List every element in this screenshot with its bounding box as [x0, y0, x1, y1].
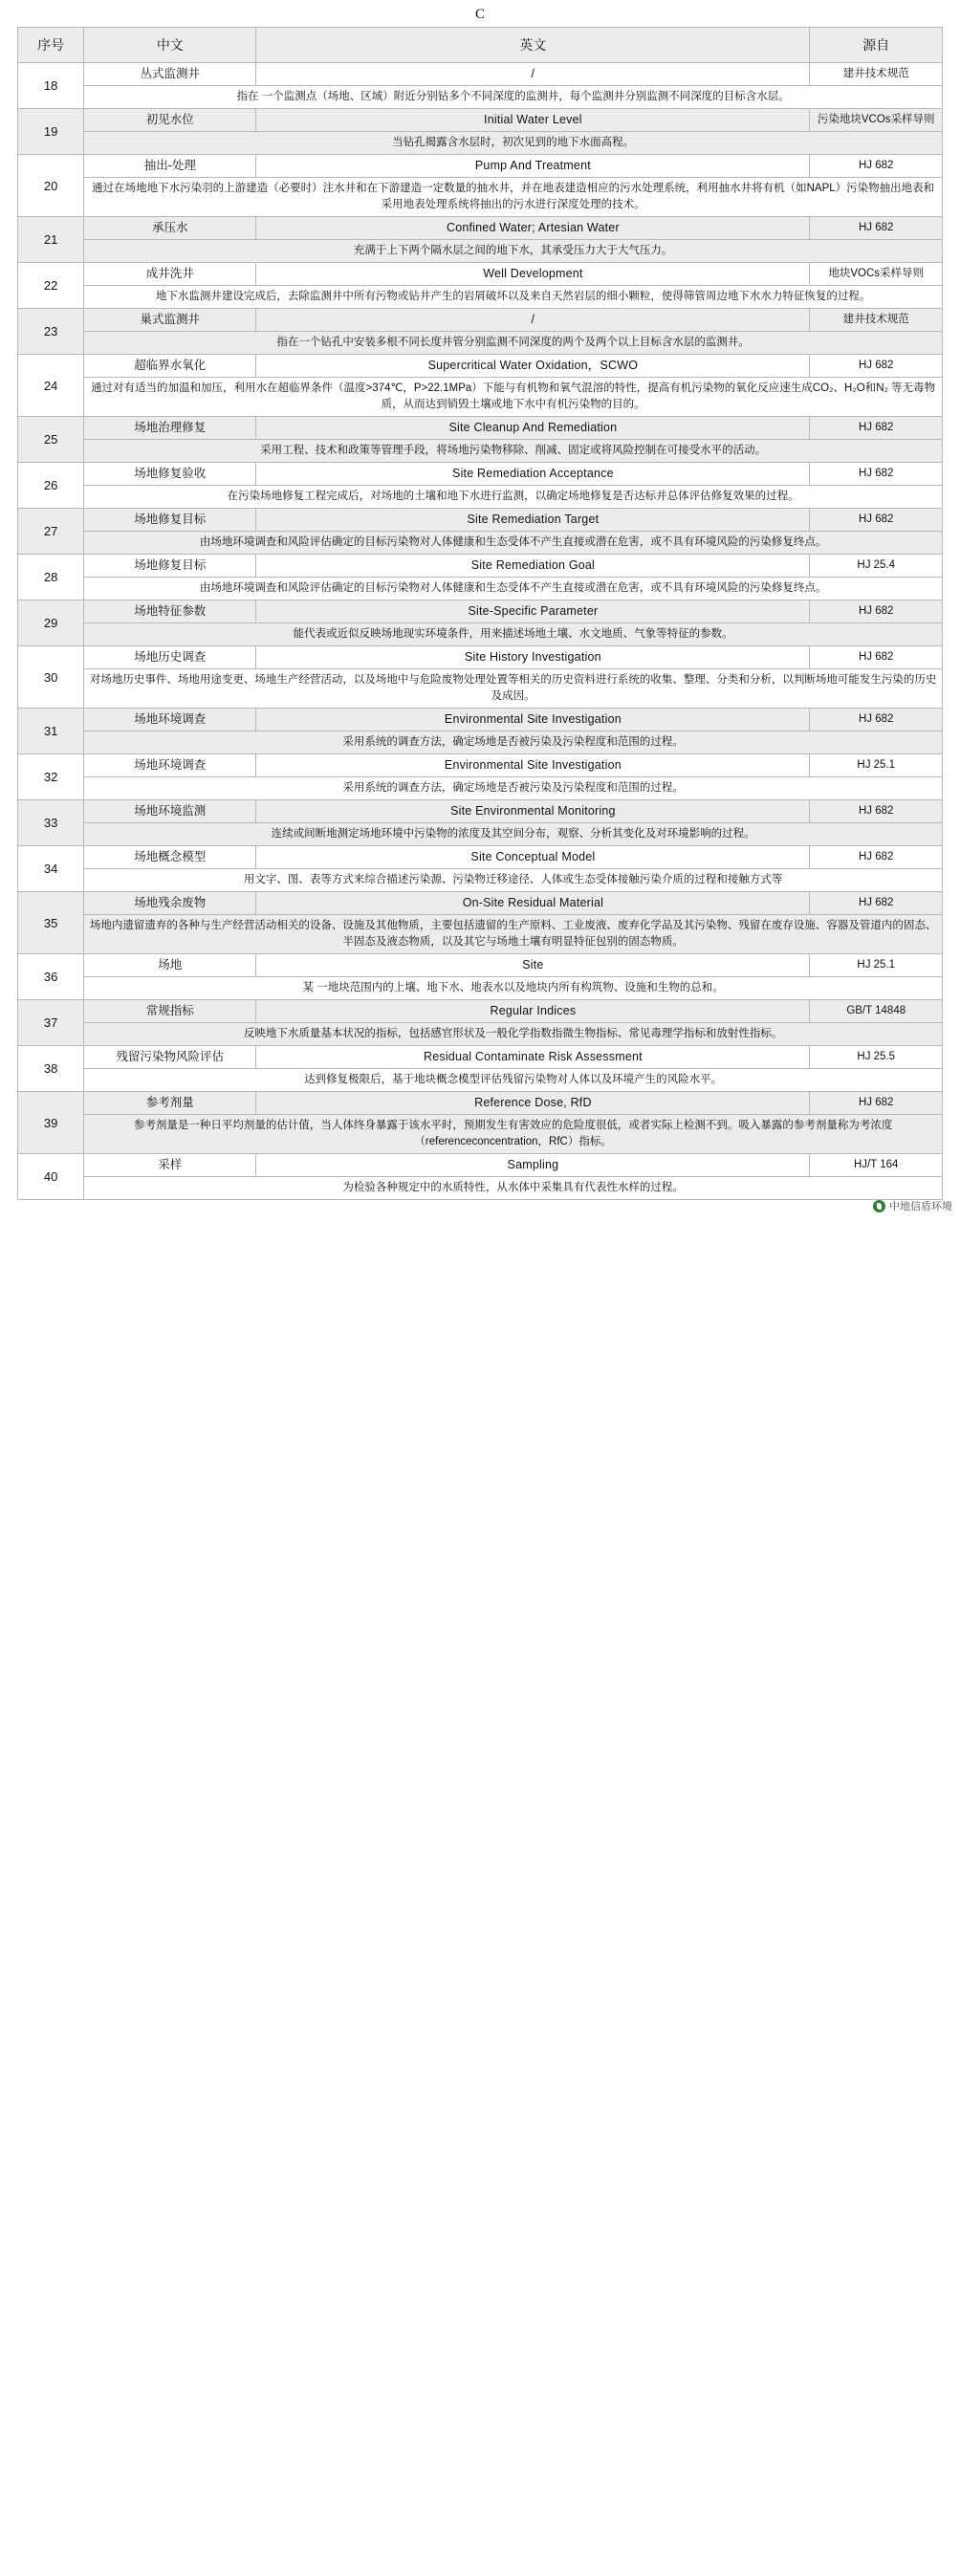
term-source: HJ 682 [810, 463, 943, 486]
table-row [18, 709, 943, 731]
term-definition: 某 一地块范围内的上壤、地下水、地表水以及地块内所有构筑物、设施和生物的总和。 [84, 977, 943, 1000]
table-body [18, 63, 943, 1200]
term-source: HJ 25.1 [810, 954, 943, 977]
term-english: Site Remediation Goal [256, 555, 810, 578]
term-chinese: 场地残余废物 [84, 892, 256, 915]
column-header-index: 序号 [18, 28, 84, 63]
term-definition: 充满于上下两个隔水层之间的地下水，其承受压力大于大气压力。 [84, 240, 943, 263]
table-row [18, 309, 943, 332]
definition-row [18, 1069, 943, 1092]
term-english: Confined Water; Artesian Water [256, 217, 810, 240]
table-row [18, 646, 943, 669]
table-row [18, 217, 943, 240]
term-definition: 为检验各种规定中的水质特性，从水体中采集具有代表性水样的过程。 [84, 1177, 943, 1200]
table-row [18, 954, 943, 977]
term-source: HJ/T 164 [810, 1154, 943, 1177]
term-definition: 由场地环境调查和风险评估确定的目标污染物对人体健康和生态受体不产生直接或潜在危害，或不具有环境风险的污染修复终点。 [84, 532, 943, 555]
term-chinese: 巢式监测井 [84, 309, 256, 332]
glossary-table [17, 27, 943, 1200]
header-row [18, 28, 943, 63]
row-index: 40 [18, 1154, 84, 1200]
table-row [18, 1000, 943, 1023]
term-chinese: 超临界水氧化 [84, 355, 256, 378]
term-english: Reference Dose, RfD [256, 1092, 810, 1115]
table-row [18, 1092, 943, 1115]
term-chinese: 场地 [84, 954, 256, 977]
term-source: HJ 682 [810, 892, 943, 915]
term-english: Site Remediation Target [256, 509, 810, 532]
term-source: HJ 682 [810, 1092, 943, 1115]
term-definition: 参考剂量是一种日平均剂量的估计值，当人体终身暴露于该水平时，预期发生有害效应的危险度很低，或者实际上检测不到。吸入暴露的参考剂量称为考浓度（referenceconcentration，RfC）指标。 [84, 1115, 943, 1154]
table-row [18, 509, 943, 532]
row-index: 35 [18, 892, 84, 954]
term-definition: 在污染场地修复工程完成后，对场地的土壤和地下水进行监测，以确定场地修复是否达标并总体评估修复效果的过程。 [84, 486, 943, 509]
definition-row [18, 486, 943, 509]
row-index: 26 [18, 463, 84, 509]
term-source: HJ 25.1 [810, 754, 943, 777]
row-index: 19 [18, 109, 84, 155]
term-source: HJ 682 [810, 800, 943, 823]
term-chinese: 场地治理修复 [84, 417, 256, 440]
term-definition: 用文字、图、表等方式来综合描述污染源、污染物迁移途径、人体或生态受体接触污染介质的过程和接触方式等 [84, 869, 943, 892]
term-definition: 达到修复极限后，基于地块概念模型评估残留污染物对人体以及环境产生的风险水平。 [84, 1069, 943, 1092]
term-definition: 反映地下水质量基本状况的指标，包括感官形状及一般化学指数指微生物指标、常见毒理学指标和放射性指标。 [84, 1023, 943, 1046]
definition-row [18, 132, 943, 155]
term-chinese: 常规指标 [84, 1000, 256, 1023]
row-index: 32 [18, 754, 84, 800]
term-english: Initial Water Level [256, 109, 810, 132]
term-english: Sampling [256, 1154, 810, 1177]
row-index: 37 [18, 1000, 84, 1046]
term-definition: 当钻孔揭露含水层时，初次见到的地下水面高程。 [84, 132, 943, 155]
row-index: 22 [18, 263, 84, 309]
row-index: 31 [18, 709, 84, 754]
table-row [18, 800, 943, 823]
term-source: HJ 682 [810, 355, 943, 378]
table-row [18, 1154, 943, 1177]
definition-row [18, 378, 943, 417]
row-index: 24 [18, 355, 84, 417]
term-chinese: 场地环境调查 [84, 709, 256, 731]
definition-row [18, 1177, 943, 1200]
column-header-chinese: 中文 [84, 28, 256, 63]
row-index: 39 [18, 1092, 84, 1154]
row-index: 18 [18, 63, 84, 109]
definition-row [18, 915, 943, 954]
watermark [873, 1198, 952, 1213]
definition-row [18, 669, 943, 709]
term-chinese: 丛式监测井 [84, 63, 256, 86]
document-page [0, 0, 960, 1217]
term-english: Site-Specific Parameter [256, 600, 810, 623]
definition-row [18, 440, 943, 463]
table-row [18, 892, 943, 915]
section-letter: C [474, 7, 485, 22]
term-source: HJ 682 [810, 846, 943, 869]
definition-row [18, 178, 943, 217]
term-english: / [256, 63, 810, 86]
row-index: 21 [18, 217, 84, 263]
term-chinese: 场地修复目标 [84, 509, 256, 532]
row-index: 36 [18, 954, 84, 1000]
term-source: 建井技术规范 [810, 63, 943, 86]
term-english: Regular Indices [256, 1000, 810, 1023]
term-source: HJ 682 [810, 417, 943, 440]
term-chinese: 残留污染物风险评估 [84, 1046, 256, 1069]
term-source: HJ 682 [810, 600, 943, 623]
term-english: Residual Contaminate Risk Assessment [256, 1046, 810, 1069]
row-index: 38 [18, 1046, 84, 1092]
term-source: 建井技术规范 [810, 309, 943, 332]
row-index: 29 [18, 600, 84, 646]
term-english: On-Site Residual Material [256, 892, 810, 915]
term-source: 地块VOCs采样导则 [810, 263, 943, 286]
row-index: 28 [18, 555, 84, 600]
term-chinese: 参考剂量 [84, 1092, 256, 1115]
term-source: HJ 25.4 [810, 555, 943, 578]
definition-row [18, 823, 943, 846]
table-row [18, 754, 943, 777]
table-row [18, 555, 943, 578]
term-chinese: 成井洗井 [84, 263, 256, 286]
term-chinese: 抽出-处理 [84, 155, 256, 178]
term-definition: 通过在场地地下水污染羽的上游建造（必要时）注水井和在下游建造一定数量的抽水井，并在地表建造相应的污水处理系统，利用抽水井将有机（如NAPL）污染物抽出地表和采用地表处理系统将抽出的污水进行深度处理的技术。 [84, 178, 943, 217]
definition-row [18, 240, 943, 263]
term-english: Pump And Treatment [256, 155, 810, 178]
table-row [18, 263, 943, 286]
table-row [18, 463, 943, 486]
table-row [18, 63, 943, 86]
term-definition: 指在 一个监测点（场地、区域）附近分别钻多个不同深度的监测井，每个监测井分别监测不同深度的目标含水层。 [84, 86, 943, 109]
table-row [18, 109, 943, 132]
leaf-icon [873, 1200, 885, 1212]
row-index: 34 [18, 846, 84, 892]
term-english: / [256, 309, 810, 332]
definition-row [18, 731, 943, 754]
term-english: Site Remediation Acceptance [256, 463, 810, 486]
term-definition: 指在一个钻孔中安装多根不同长度井管分别监测不同深度的两个及两个以上目标含水层的监测井。 [84, 332, 943, 355]
row-index: 33 [18, 800, 84, 846]
definition-row [18, 578, 943, 600]
row-index: 25 [18, 417, 84, 463]
term-definition: 能代表或近似反映场地现实环境条件，用来描述场地土壤、水文地质、气象等特征的参数。 [84, 623, 943, 646]
term-chinese: 采样 [84, 1154, 256, 1177]
column-header-source: 源自 [810, 28, 943, 63]
term-english: Environmental Site Investigation [256, 754, 810, 777]
term-definition: 连续或间断地测定场地环境中污染物的浓度及其空间分布，观察、分析其变化及对环境影响的过程。 [84, 823, 943, 846]
table-row [18, 355, 943, 378]
table-row [18, 1046, 943, 1069]
term-chinese: 场地概念模型 [84, 846, 256, 869]
definition-row [18, 332, 943, 355]
term-definition: 场地内遗留遗弃的各种与生产经营活动相关的设备、设施及其他物质，主要包括遗留的生产原料、工业废液、废弃化学品及其污染物、残留在废存设施、容器及管道内的固态、半固态及液态物质，以及其它与场地土壤有明显特征包别的固态物质。 [84, 915, 943, 954]
term-english: Site History Investigation [256, 646, 810, 669]
term-definition: 采用系统的调查方法，确定场地是否被污染及污染程度和范围的过程。 [84, 731, 943, 754]
row-index: 20 [18, 155, 84, 217]
definition-row [18, 532, 943, 555]
term-definition: 地下水监测井建设完成后，去除监测井中所有污物或钻井产生的岩屑破坏以及来自天然岩层的细小颗粒，使得筛管周边地下水水力特征恢复的过程。 [84, 286, 943, 309]
definition-row [18, 286, 943, 309]
watermark-label: 中地信盾环境 [889, 1201, 952, 1212]
term-definition: 对场地历史事件、场地用途变更、场地生产经营活动，以及场地中与危险废物处理处置等相关的历史资料进行系统的收集、整理、分类和分析，以判断场地可能发生污染的历史及成因。 [84, 669, 943, 709]
term-english: Site [256, 954, 810, 977]
term-definition: 采用工程、技术和政策等管理手段，将场地污染物移除、削减、固定或将风险控制在可接受水平的活动。 [84, 440, 943, 463]
term-source: HJ 682 [810, 217, 943, 240]
table-row [18, 846, 943, 869]
definition-row [18, 86, 943, 109]
term-source: HJ 682 [810, 709, 943, 731]
term-chinese: 场地修复目标 [84, 555, 256, 578]
term-source: HJ 25.5 [810, 1046, 943, 1069]
term-chinese: 场地环境监测 [84, 800, 256, 823]
definition-row [18, 1115, 943, 1154]
term-chinese: 场地历史调查 [84, 646, 256, 669]
term-definition: 采用系统的调查方法，确定场地是否被污染及污染程度和范围的过程。 [84, 777, 943, 800]
table-row [18, 600, 943, 623]
term-definition: 通过对有适当的加温和加压，利用水在超临界条件（温度>374℃，P>22.1MPa）下能与有机物和氧气混溶的特性，提高有机污染物的氧化反应速生成CO₂、H₂O和N₂ 等无毒物质，从而达到销毁土壤或地下水中有机污染物的目的。 [84, 378, 943, 417]
table-header [18, 28, 943, 63]
column-header-english: 英文 [256, 28, 810, 63]
definition-row [18, 977, 943, 1000]
term-english: Site Conceptual Model [256, 846, 810, 869]
term-chinese: 场地特征参数 [84, 600, 256, 623]
term-english: Site Cleanup And Remediation [256, 417, 810, 440]
term-english: Site Environmental Monitoring [256, 800, 810, 823]
row-index: 27 [18, 509, 84, 555]
term-chinese: 承压水 [84, 217, 256, 240]
term-source: GB/T 14848 [810, 1000, 943, 1023]
table-row [18, 155, 943, 178]
term-chinese: 场地修复验收 [84, 463, 256, 486]
term-chinese: 场地环境调查 [84, 754, 256, 777]
table-row [18, 417, 943, 440]
definition-row [18, 777, 943, 800]
term-source: 污染地块VCOs采样导则 [810, 109, 943, 132]
term-chinese: 初见水位 [84, 109, 256, 132]
definition-row [18, 869, 943, 892]
row-index: 23 [18, 309, 84, 355]
row-index: 30 [18, 646, 84, 709]
term-source: HJ 682 [810, 509, 943, 532]
definition-row [18, 1023, 943, 1046]
term-source: HJ 682 [810, 646, 943, 669]
term-english: Well Development [256, 263, 810, 286]
term-english: Environmental Site Investigation [256, 709, 810, 731]
term-definition: 由场地环境调查和风险评估确定的目标污染物对人体健康和生态受体不产生直接或潜在危害，或不具有环境风险的污染修复终点。 [84, 578, 943, 600]
definition-row [18, 623, 943, 646]
term-english: Supercritical Water Oxidation，SCWO [256, 355, 810, 378]
term-source: HJ 682 [810, 155, 943, 178]
